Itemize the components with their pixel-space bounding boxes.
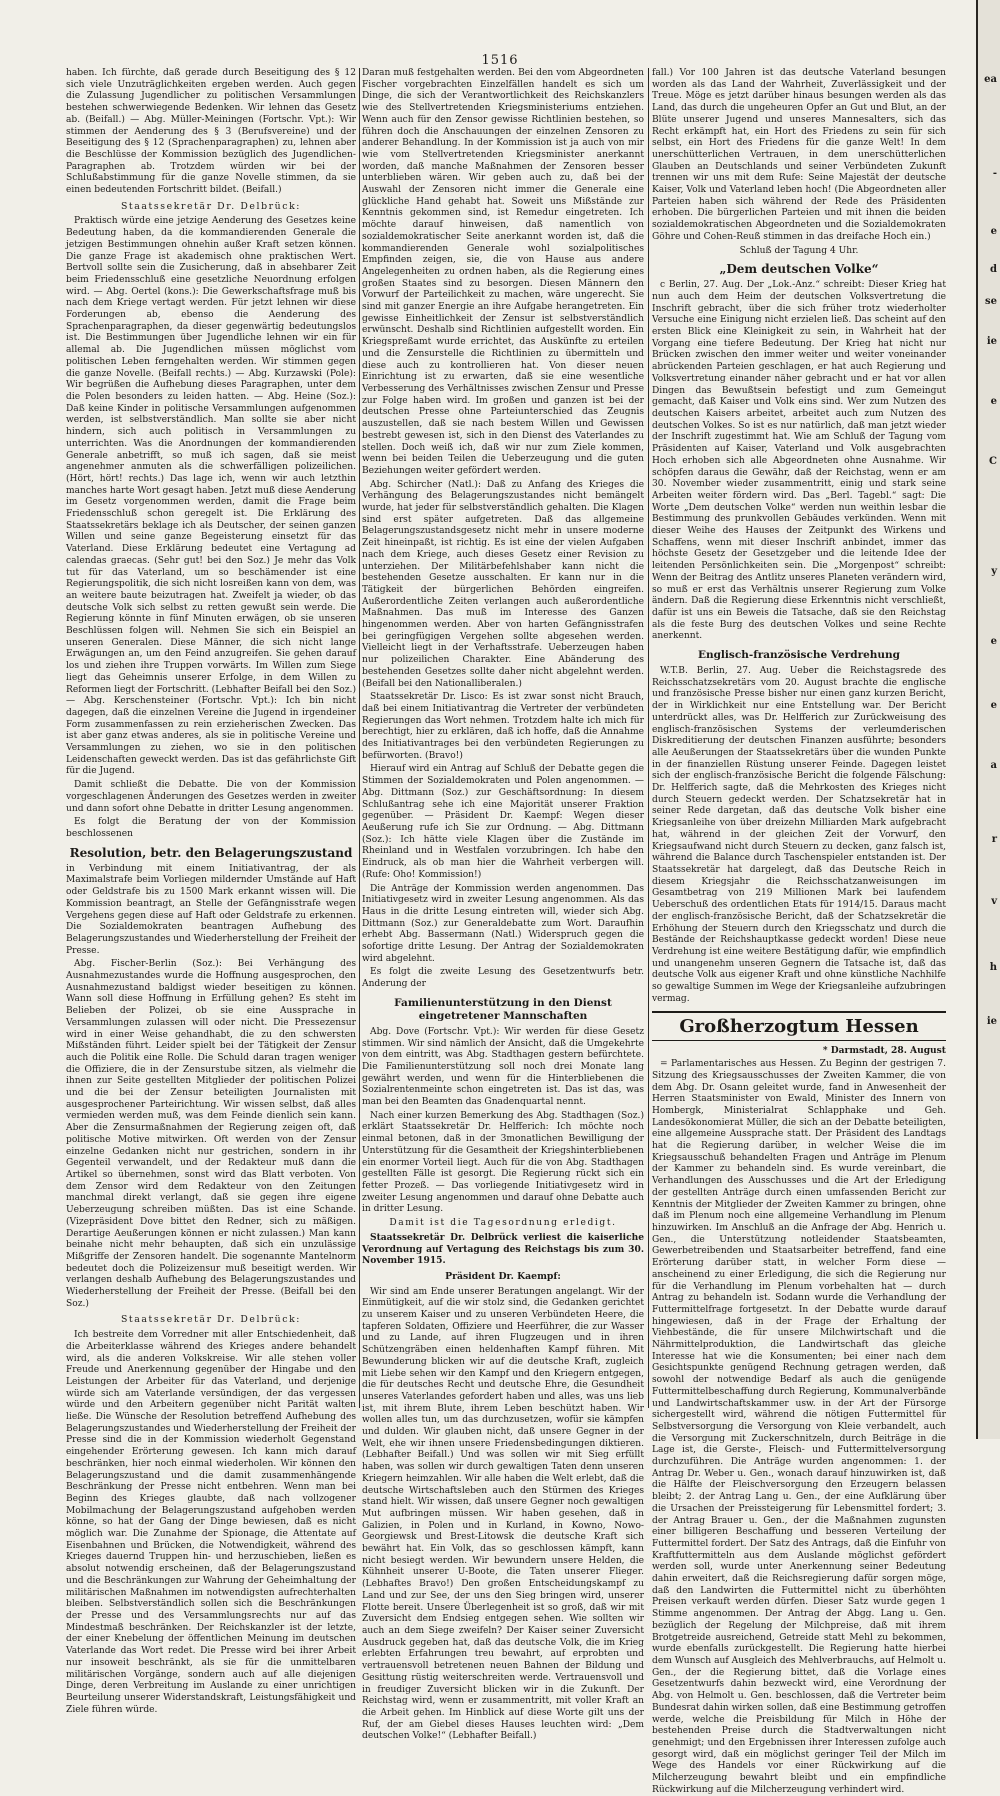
paragraph: W.T.B. Berlin, 27. Aug. Ueber die Reichstagsrede des Reichsschatzsekretärs vom 20. August brachte die englische und französische Presse bisher nur einen ganz kurzen Bericht, der in Wirklichkeit nur eine Entstellung war. Der Bericht unterdrückt alles, was Dr. Helfferich zur Zurückweisung des englisch-französischen Systems der verleumderischen Diskreditierung der deutschen Finanzen ausführte; besonders alle Aeußerungen der Staatssekretärs über die wunden Punkte in der finanziellen Rüstung unserer Feinde. Dagegen leistet sich der englisch-französische Bericht die folgende Fälschung: Dr. Helfferich sagte, daß die Mehrkosten des Krieges nicht durch Steuern gedeckt werden. Der Schatzsekretär hat in seiner Rede dargetan, daß das deutsche Volk bisher eine Kriegsanleihe von über dreizehn Milliarden Mark aufgebracht hat, während in der gleichen Zeit der Vorwurf, den Kriegsaufwand nicht durch Steuern zu decken, ganz falsch ist, während die Balance durch Taschenspieler entstanden ist. Der Staatssekretär hat dargelegt, daß das Deutsche Reich in diesem Kriegsjahr die Reichsschatzanweisungen im Gesamtbetrag von 219 Millionen Mark bei laufendem Ueberschuß des ordentlichen Etats für 1914/15. Daraus macht der englisch-französische Bericht, daß der Schatzsekretär die Erhöhung der Steuern durch den Kriegsschatz und durch die Bestände der Reichshauptkasse gedeckt worden! Diese neue Verdrehung ist eine weitere Bestätigung dafür, wie empfindlich und unangenehm unseren Gegnern die Tatsache ist, daß das deutsche Volk aus eigener Kraft und ohne künstliche Nachhilfe so gewaltige Summen im Wege der Kriegsanleihe aufzubringen vermag. [652,666,946,1004]
paragraph: Daran muß festgehalten werden. Bei den vom Abgeordneten Fischer vorgebrachten Einzelfällen handelt es sich um Dinge, die sich der Verantwortlichkeit des Reichskanzlers wie des Stellvertretenden Kriegsministeriums entziehen. Wenn auch für den Zensor gewisse Richtlinien bestehen, so führen doch die Anschauungen der einzelnen Zensoren zu anderer Behandlung. In der Kommission ist ja auch von mir wie vom Stellvertretenden Kriegsminister anerkannt worden, daß manche Maßnahmen der Zensoren besser unterblieben wären. Wir geben auch zu, daß bei der Auswahl der Zensoren nicht immer die Generale eine glückliche Hand gehabt hat. Soweit uns Mißstände zur Kenntnis gekommen sind, ist Remedur eingetreten. Ich möchte darauf hinweisen, daß namentlich von sozialdemokratischer Seite anerkannt worden ist, daß die kommandierenden Generale wohl sozialpolitisches Empfinden zeigen, sie, die von Hause aus andere Angelegenheiten zu ordnen haben, als die Regierung eines großen Staates sind zu besorgen. Diesen Männern den Vorwurf der Parteilichkeit zu machen, wäre ungerecht. Sie sind mit ganzer Energie an ihre Aufgabe herangetreten. Ein gewisse Einheitlichkeit der Zensur ist selbstverständlich erwünscht. Deshalb sind Richtlinien aufgestellt worden. Ein Kriegspreßamt wurde errichtet, das Auskünfte zu erteilen und die Zensurstelle die Richtlinien zu übermitteln und diese auch zu kontrollieren hat. Von dieser neuen Einrichtung ist zu erwarten, daß sie eine wesentliche Verbesserung des Verhältnisses zwischen Zensur und Presse zur Folge haben wird. Im großen und ganzen ist bei der deutschen Presse ohne Parteiunterschied das Zeugnis auszustellen, daß sie nach bestem Willen und Gewissen bestrebt gewesen ist, sich in den Dienst des Vaterlandes zu stellen. Doch weiß ich, daß wir nur zum Ziele kommen, wenn bei beiden Teilen die Ueberzeugung und die guten Beziehungen weiter gefördert werden. [362,68,644,476]
paragraph: fall.) Vor 100 Jahren ist das deutsche Vaterland besungen worden als das Land der Wahrheit, Zuverlässigkeit und der Treue. Möge es jetzt darüber hinaus besungen werden als das Land, das durch die ungeheuren Opfer an Gut und Blut, an der Blüte unserer Jugend und unseres Mannesalters, sich das Recht erkämpft hat, ein Hort des Friedens zu sein für sich selbst, ein Hort des Friedens für die ganze Welt! In dem unerschütterlichen Vertrauen, in dem unerschütterlichen Glauben an Deutschlands und seiner Verbündeten Zukunft trennen wir uns mit dem Rufe: Seine Majestät der deutsche Kaiser, Volk und Vaterland leben hoch! (Die Abgeordneten aller Parteien haben sich während der Rede des Präsidenten erhoben. Die bürgerlichen Parteien und mit ihnen die beiden sozialdemokratischen Abgeordneten und die Sozialdemokraten Göhre und Cohen-Reuß stimmen in das dreifache Hoch ein.) [652,68,946,242]
section-heading: Englisch-französische Verdrehung [697,649,901,662]
column-left [66,68,356,1715]
paragraph: c Berlin, 27. Aug. Der „Lok.-Anz.“ schreibt: Dieser Krieg hat nun auch dem Heim der deutschen Volksvertretung die Inschrift gebracht, über die sich früher trotz wiederholter Versuche eine Einigung nicht erzielen ließ. Das scheint auf den ersten Blick eine Kleinigkeit zu sein, in Wahrheit hat der Vorgang eine tiefere Bedeutung. Der Krieg hat nicht nur Brücken zwischen den immer weiter und weiter voneinander abrückenden Parteien geschlagen, er hat auch Regierung und Volksvertretung einander näher gebracht und er hat vor allen Dingen das Bewußtsein befestigt und zum Gemeingut gemacht, daß Kaiser und Volk eins sind. Wer zum Nutzen des deutschen Kaisers arbeitet, arbeitet auch zum Nutzen des deutschen Volkes. So ist es nur natürlich, daß man jetzt wieder der Inschrift zugestimmt hat. Wie am Schluß der Tagung vom Präsidenten auf Kaiser, Vaterland und Volk ausgebrachten Hoch erhoben sich alle Abgeordneten ohne Ausnahme. Wir schöpfen daraus die Gewähr, daß der Reichstag, wenn er am 30. November wieder zusammentritt, einig und stark seine Arbeiten weiter fördern wird. Das „Berl. Tagebl.“ sagt: Die Worte „Dem deutschen Volke“ werden nun weithin lesbar die Bestimmung des prunkvollen Gebäudes verkünden. Wenn mit dieser Weihe des Hauses der Zeitpunkt des Wirkens und Schaffens, wenn mit dieser Inschrift anbindet, immer das höchste Gesetz der Gesetzgeber und die leitende Idee der leitenden Persönlichkeiten sein. Die „Morgenpost“ schreibt: Wenn der Beitrag des Antlitz unseres Planeten verändern wird, so muß er erst das Verhältnis unserer Regierung zum Volke ändern. Daß die Regierung diese Erkenntnis nicht verschließt, dafür ist uns ein Beweis die Tatsache, daß sie den Reichstag als die feste Burg des deutschen Volkes und seine Rechte anerkennt. [652,280,946,642]
paragraph: Damit schließt die Debatte. Die von der Kommission vorgeschlagenen Änderungen des Gesetzes werden in zweiter und dann sofort ohne Debatte in dritter Lesung angenommen. [66,780,356,814]
edge-letter: - [992,168,997,179]
paragraph: = Parlamentarisches aus Hessen. Zu Beginn der gestrigen 7. Sitzung des Kriegsausschusses der Zweiten Kammer, die von dem Abg. Dr. Osann geleitet wurde, fand in Anwesenheit der Herren Staatsminister von Ewald, Minister des Innern von Hombergk, Ministerialrat Schlapphake und Geh. Landesökonomierat Müller, die sich an der Debatte beteiligten, eine allgemeine Aussprache statt. Der Präsident des Landtags hat die Regierung darüber, in welcher Weise die im Kriegsausschuß behandelten Fragen und Anträge im Plenum der Kammer zu behandeln sind. Es wurde vereinbart, die Verhandlungen des Ausschusses und die Art der Erledigung der gestellten Anträge durch einen umfassenden Bericht zur Kenntnis der Mitglieder der Zweiten Kammer zu bringen, ohne daß im Plenum noch eine allgemeine Verhandlung im Plenum hinzuwirken. Im Anschluß an die Anfrage der Abg. Henrich u. Gen., die Unterstützung notleidender Staatsbeamten, Gewerbetreibenden und Staatsarbeiter betreffend, fand eine Erörterung darüber statt, in welcher Form diese — anscheinend zu einer Erledigung, die sich die Regierung nur für die Verhandlung im Plenum vorbehalten hat — durch Antrag zu behandeln ist. Sodann wurde die Verhandlung der Futtermittelfrage fortgesetzt. In der Debatte wurde darauf hingewiesen, daß in der Frage der Erhaltung der Viehbestände, die für unsere Milchwirtschaft und die Nährmittelproduktion, die Landwirtschaft das gleiche Interesse hat wie die Konsumenten; bei einer nach dem Gesichtspunkte genügend Rechnung getragen werden, daß sowohl der notwendige Bedarf als auch die genügende Futtermittelbeschaffung durch Regierung, Kommunalverbände und Landwirtschaftskammer usw. in der Art der Fürsorge sichergestellt wird, während die nötigen Futtermittel für Selbstversorgung die Versorgung von Kleie verbandelt, auch die Versorgung mit Zuckerschnitzeln, durch Beiträge in die Lage ist, die Gerste-, Fleisch- und Futtermittelversorgung durchzuführen. Die Anträge wurden angenommen: 1. der Antrag Dr. Weber u. Gen., wonach darauf hinzuwirken ist, daß die Hälfte der Fleischversorgung den Erzeugern belassen bleibt; 2. der Antrag Lang u. Gen., der eine Aufklärung über die Ursachen der Preissteigerung für Lebensmittel fordert; 3. der Antrag Brauer u. Gen., der die Maßnahmen zugunsten einer billigeren Beschaffung und besseren Verteilung der Futtermittel fordert. Der Satz des Antrags, daß die Einfuhr von Kraftfuttermitteln aus dem Auslande möglichst gefördert werden soll, wurde unter Anerkennung seiner Bedeutung dahin erweitert, daß die Reichsregierung dafür sorgen möge, daß den Landwirten die Futtermittel nicht zu überhöhten Preisen verkauft werden dürfen. Dieser Satz wurde gegen 1 Stimme angenommen. Der Antrag der Abgg. Lang u. Gen. bezüglich der Regelung der Milchpreise, daß mit ihrem Brotgetreide ausreichend, Getreide statt Mehl zu bekommen, wurde ebenfalls zurückgestellt. Die Regierung hatte hierbei dem Wunsch auf Ausgleich des Mehlverbrauchs, auf Helmolt u. Gen., der die Regierung bittet, daß die Vorlage eines Gesetzentwurfs dahin bezweckt wird, eine Verordnung der Abg. von Helmolt u. Gen. beschlossen, daß die Vertreter beim Bundesrat dahin wirken sollen, daß eine Bestimmung getroffen werde, welche die Preisbildung für Milch in Höhe der bestehenden Preise durch die Stadtverwaltungen nicht genehmigt; und den Ergebnissen ihrer Interessen zufolge auch gesorgt wird, daß ein möglichst geringer Teil der Milch im Wege des Handels vor einer Rückwirkung auf die Milcherzeugung bewahrt bleibt und ein empfindliche Rückwirkung auf die Milcherzeugung verhindert wird. [652,1059,946,1795]
edge-letter: e [990,700,997,711]
edge-letter: d [990,264,997,275]
edge-letter: se [985,296,997,307]
paragraph: Staatssekretär Dr. Lisco: Es ist zwar sonst nicht Brauch, daß bei einem Initiativantrag die Vertreter der verbündeten Regierungen das Wort nehmen. Trotzdem halte ich mich für berechtigt, hier zu erklären, daß ich hoffe, daß die Annahme des Initiativantrages bei den verbündeten Regierungen zu befürworten. (Bravo!) [362,692,644,761]
edge-letter: a [990,760,997,771]
edge-letter: v [991,896,997,907]
section-heading: Familienunterstützung in den Dienst eingetretener Mannschaften [394,996,612,1022]
paragraph: Schluß der Tagung 4 Uhr. [739,245,859,256]
edge-letter: e [990,636,997,647]
edge-letter: e [990,396,997,407]
section-heading: „Dem deutschen Volke“ [719,262,879,277]
paragraph: haben. Ich fürchte, daß gerade durch Beseitigung des § 12 sich viele Unzuträglichkeiten ergeben werden. Auch gegen die Zulassung Jugendlicher zu politischen Versammlungen bestehen schwerwiegende Bedenken. Wir lehnen das Gesetz ab. (Beifall.) — Abg. Müller-Meiningen (Fortschr. Vpt.): Wir stimmen der Aenderung des § 3 (Berufsvereine) und der Beseitigung des § 12 (Sprachenparagraphen) zu, lehnen aber die Beschlüsse der Kommission bezüglich des Jugendlichen-Paragraphen ab. Trotzdem würden wir bei der Schlußabstimmung für die ganze Novelle stimmen, da sie einen bedeutenden Fortschritt bildet. (Beifall.) [66,68,356,196]
paragraph: Wir sind am Ende unserer Beratungen angelangt. Wir der Einmütigkeit, auf die wir stolz sind, die Gedanken gerichtet zu unserem Kaiser und zu unseren Verbündeten Heere, die tapferen Soldaten, Offiziere und Heerführer, die zur Wasser und zu Lande, auf ihren Flugzeugen und in ihren Schützengräben einen heldenhaften Kampf führen. Mit Bewunderung blicken wir auf die deutsche Kraft, zugleich mit Liebe sehen wir den Kampf und den Kriegern entgegen, die für deutsches Recht und deutsche Ehre, die Gesundheit unseres Vaterlandes gefordert haben und alles, was uns lieb ist, mit ihrem Blute, ihrem Leben beschützt haben. Wir wollen alles tun, um das durchzusetzen, wofür sie kämpfen und dulden. Wir glauben nicht, daß unsere Gegner in der Welt, ehe wir ihnen unsere Friedensbedingungen diktieren. (Lebhafter Beifall.) Und was sollen wir mit Sieg erfüllt haben, was sollen wir durch gewaltigen Taten denn unseren Kriegern heimzahlen. Wir alle haben die Welt erlebt, daß die deutsche Wirtschaftsleben auch den Stürmen des Krieges stand hielt. Wir wissen, daß unsere Gegner noch gewaltigen Mut aufbringen müssen. Wir haben gesehen, daß in Galizien, in Polen und in Kurland, in Kowno, Nowo-Georgiewsk und Brest-Litowsk die deutsche Kraft sich bewährt hat. Ein Volk, das so geschlossen kämpft, kann nicht besiegt werden. Wir bewundern unsere Helden, die Kühnheit unserer U-Boote, die Taten unserer Flieger. (Lebhaftes Bravo!) Den großen Entscheidungskampf zu Land und zur See, der uns den Sieg bringen wird, unserer Flotte bereit. Unsere Überlegenheit ist so groß, daß wir mit Zuversicht dem Endsieg entgegen sehen. Wie sollten wir auch an dem Siege zweifeln? Der Kaiser seiner Zuversicht Ausdruck gegeben hat, daß das deutsche Volk, die im Krieg erlebten Erfahrungen treu bewahrt, auf erprobten und vertrauensvoll betretenen neuen Bahnen der Bildung und Gesittung rüstig weiterschreiten werde. Vertrauensvoll und in freudiger Zuversicht blicken wir in die Zukunft. Der Reichstag wird, wenn er zusammentritt, mit voller Kraft an die Arbeit gehen. Im Hinblick auf diese Worte gilt uns der Ruf, der am Giebel dieses Hauses leuchten wird: „Dem deutschen Volke!“ (Lebhafter Beifall.) [362,1286,644,1742]
edge-letter: h [989,962,997,973]
speaker-heading: Staatssekretär Dr. Delbrück: [120,1314,302,1326]
edge-letter: r [991,834,997,845]
paragraph: Praktisch würde eine jetzige Aenderung des Gesetzes keine Bedeutung haben, da die kommandierenden Generale die jetzigen Bestimmungen ohnehin außer Kraft setzen können. Die ganze Frage ist akademisch ohne praktischen Wert. Bertvoll sollte sein die Zusicherung, daß in absehbarer Zeit beim Friedensschluß eine gesetzliche Neuordnung erfolgen wird. — Abg. Oertel (kons.): Die Gewerkschaftsfrage muß bis nach dem Kriege vertagt werden. Für jetzt lehnen wir diese Forderungen ab, ebenso die Aenderung des Sprachenparagraphen, da dieser gegenwärtig bedeutungslos ist. Die Bestimmungen über Jugendliche lehnen wir ein für allemal ab. Die Jugendlichen müssen möglichst vom politischen Leben ferngehalten werden. Wir stimmen gegen die ganze Novelle. (Beifall rechts.) — Abg. Kurzawski (Pole): Wir begrüßen die Aufhebung dieses Paragraphen, unter dem die Polen besonders zu leiden hatten. — Abg. Heine (Soz.): Daß keine Kinder in politische Versammlungen aufgenommen werden, ist selbstverständlich. Man sollte sie aber nicht hindern, sich auch politisch in Versammlungen zu unterrichten. Was die Anordnungen der kommandierenden Generale anbetrifft, so muß ich sagen, daß sie meist angenehmer anmuten als die schwerfälligen polizeilichen. (Hört, hört! rechts.) Das lage ich, wenn wir auch letzthin manches harte Wort gesagt haben. Jetzt muß diese Aenderung im Gesetz vorgenommen werden, damit die Frage beim Friedensschluß schon geregelt ist. Die Erklärung des Staatssekretärs beklage ich als Deutscher, der seinen ganzen Willen und seine ganze Begeisterung einsetzt für das Vaterland. Diese Erklärung bedeutet eine Vertagung ad calendas graecas. (Sehr gut! bei den Soz.) Je mehr das Volk tut für das Vaterland, um so beschämender ist eine Regierungspolitik, die sich nicht losreißen kann von dem, was an weitere baute beizutragen hat. Zweifelt ja wieder, ob das deutsche Volk sich selbst zu retten gewußt sein werde. Die Regierung könnte in fünf Minuten erwägen, ob sie unseren Beschlüssen folgen will. Nehmen Sie sich ein Beispiel an unseren Generalen. Diese Männer, die sich nicht lange Erwägungen an, um den Feind anzugreifen. Sie gehen darauf los und ziehen ihre Truppen vorwärts. Im Willen zum Siege liegt das Geheimnis unserer Erfolge, in dem Willen zu Reformen liegt der Fortschritt. (Lebhafter Beifall bei den Soz.) — Abg. Kerschensteiner (Fortschr. Vpt.): Ich bin nicht dagegen, daß die einzelnen Vereine die Jugend in irgendeiner Form zusammenfassen zu rein erzieherischen Zwecken. Das ist aber ganz etwas anderes, als sie in politische Vereine und Versammlungen zu ziehen, wo sie in den politischen Leidenschaften geweckt werden. Das ist das gefährlichste Gift für die Jugend. [66,216,356,777]
paragraph: Abg. Schircher (Natl.): Daß zu Anfang des Krieges die Verhängung des Belagerungszustandes nicht bemängelt wurde, hat jeder für selbstverständlich gehalten. Die Klagen sind erst später aufgetreten. Daß das allgemeine Belagerungszustandsgesetz nicht mehr in unsere moderne Zeit hineinpaßt, ist richtig. Es ist eine der vielen Aufgaben nach dem Kriege, auch dieses Gesetz einer Revision zu unterziehen. Der Militärbefehlshaber kann nicht die bestehenden Gesetze ausschalten. Er kann nur in die Tätigkeit der bürgerlichen Behörden eingreifen. Außerordentliche Zeiten verlangen auch außerordentliche Maßnahmen. Das muß im Interesse des Ganzen hingenommen werden. Aber von harten Gefängnisstrafen bei geringfügigen Vergehen sollte abgesehen werden. Vielleicht liegt in der Verhaftsstrafe. Ueberzeugen haben nur polizeilichen Charakter. Eine Abänderung des bestehenden Gesetzes sollte daher nicht abgelehnt werden. (Beifall bei den Nationalliberalen.) [362,479,644,689]
dateline: * Darmstadt, 28. August [822,1045,946,1057]
speaker-heading: Staatssekretär Dr. Delbrück: [120,200,302,212]
edge-letter: ie [986,336,997,347]
paragraph: Ich bestreite dem Vorredner mit aller Entschiedenheit, daß die Arbeiterklasse während des Krieges andere behandelt wird, als die anderen Volkskreise. Wir alle stehen voller Freude und Anerkennung gegenüber der Hingabe und den Leistungen der Arbeiter für das Vaterland, und derjenige würde sich am Vaterlande versündigen, der das vergessen würde und den Arbeitern gegenüber nicht Parität walten ließe. Die Wünsche der Resolution betreffend Aufhebung des Belagerungszustandes und Wiederherstellung der Freiheit der Presse sind die in der Kommission wiederholt Gegenstand eingehender Erörterung gewesen. Ich kann mich darauf beschränken, hier noch einmal wiederholen. Wir können den Belagerungszustand und die damit zusammenhängende Beschränkung der Presse nicht entbehren. Wenn man bei Beginn des Krieges glaubte, daß nach vollzogener Mobilmachung der Belagerungszustand aufgehoben werden könne, so hat der Gang der Dinge bewiesen, daß es nicht möglich war. Die Zunahme der Spionage, die Attentate auf Eisenbahnen und Brücken, die Notwendigkeit, während des Krieges dauernd Truppen hin- und herzuschieben, ließen es absolut notwendig erscheinen, daß der Belagerungszustand und die Beschränkungen zur Wahrung der Geheimhaltung der militärischen Maßnahmen im notwendigsten aufrechterhalten bleiben. Selbstverständlich sollen sich die Beschränkungen der Presse und des Versammlungsrechts nur auf das Mindestmaß beschränken. Der Reichskanzler ist der letzte, der einer Knebelung der öffentlichen Meinung im deutschen Vaterlande das Wort redet. Die Presse wird bei ihrer Arbeit nur insoweit beschränkt, als sie für die unmittelbaren militärischen Vorgänge, sondern auch auf alle diejenigen Dinge, deren Verbreitung im Auslande zu einer unrichtigen Beurteilung unserer Widerstandskraft, Leistungsfähigkeit und Ziele führen würde. [66,1330,356,1715]
edge-letter: e [990,226,997,237]
paragraph: Abg. Fischer-Berlin (Soz.): Bei Verhängung des Ausnahmezustandes wurde die Hoffnung ausgesprochen, den Ausnahmezustand baldigst wieder beseitigen zu können. Wann soll diese Hoffnung in Erfüllung gehen? Es steht im Belieben der Polizei, ob sie eine Aussprache in Versammlungen zulassen will oder nicht. Die Pressezensur wird in einer Weise gehandhabt, die zu den schwersten Mißständen führt. Leider spielt bei der Tätigkeit der Zensur auch die Politik eine Rolle. Die Schuld daran tragen weniger die Offiziere, die in der Zensurstube sitzen, als vielmehr die ihnen zur Seite gestellten Mitglieder der politischen Polizei und die bei der Zensur beteiligten Journalisten mit ausgesprochener Parteirichtung. Wir wissen selbst, daß alles vermieden werden muß, was dem Feinde dienlich sein kann. Aber die Zensurmaßnahmen der Regierung zeigen oft, daß politische Motive mitwirken. Oft werden von der Zensur einzelne Gedanken nicht nur gestrichen, sondern in ihr Gegenteil verwandelt, und der Redakteur muß dann die Artikel so übernehmen, sonst wird das Blatt verboten. Von dem Zensor wird dem Redakteur von den Zeitungen manchmal direkt verlangt, daß sie gegen ihre eigene Ueberzeugung schreiben müßten. Das ist eine Schande. (Vizepräsident Dove bittet den Redner, sich zu mäßigen. Derartige Aeußerungen können er nicht zulassen.) Man kann beinahe nicht mehr behaupten, daß sich ein unzulässige Mißgriffe der Zensoren handelt. Die sogenannte Mantelnorm bedeutet doch die Polizeizensur muß beseitigt werden. Wir verlangen deshalb Aufhebung des Belagerungszustandes und Wiederherstellung der Freiheit der Presse. (Beifall bei den Soz.) [66,959,356,1309]
column-right [652,68,946,1795]
paragraph: Damit ist die Tagesordnung erledigt. [389,1218,617,1229]
edge-letter: ea [984,74,997,85]
paragraph: Staatssekretär Dr. Delbrück verliest die kaiserliche Verordnung auf Vertagung des Reichstags bis zum 30. November 1915. [362,1231,644,1267]
paragraph: Es folgt die zweite Lesung des Gesetzentwurfs betr. Anderung der [362,967,644,990]
column-middle [362,68,644,1742]
paragraph: Es folgt die Beratung der von der Kommission beschlossenen [66,817,356,839]
paragraph: Nach einer kurzen Bemerkung des Abg. Stadthagen (Soz.) erklärt Staatssekretär Dr. Helfferich: Ich möchte noch einmal betonen, daß in der 3monatlichen Bewilligung der Unterstützung für die Gesamtheit der Kriegshinterbliebenen ein enormer Vorteil liegt. Auch für die von Abg. Stadthagen gestellten Fälle ist gesorgt. Die Regierung rückt sich ein fetter Prozeß. — Das vorliegende Initiativgesetz wird in zweiter Lesung angenommen und darauf ohne Debatte auch in dritter Lesung. [362,1110,644,1215]
paragraph: Abg. Dove (Fortschr. Vpt.): Wir werden für diese Gesetz stimmen. Wir sind nämlich der Ansicht, daß die Umgekehrte von dem eintritt, was Abg. Stadthagen gestern befürchtete. Die Familienunterstützung soll noch drei Monate lang gewährt werden, und wenn für die Hinterbliebenen die Sozialrentenmeinte schon eingetreten ist. Das ist das, was man bei den Beamten das Gnadenquartal nennt. [362,1026,644,1108]
adjacent-page-edge [976,0,1000,1439]
column-rule [359,68,360,1408]
column-rule [648,68,649,1408]
section-heading: Resolution, betr. den Belagerungszustand [69,845,353,860]
edge-letter: y [991,566,997,577]
regional-section-heading: Großherzogtum Hessen [652,1011,946,1041]
edge-letter: ie [986,1016,997,1027]
paragraph: Hierauf wird ein Antrag auf Schluß der Debatte gegen die Stimmen der Sozialdemokraten und Polen angenommen. — Abg. Dittmann (Soz.) zur Geschäftsordnung: In diesem Schlußantrag sehe ich eine Majorität unserer Fraktion gegenüber. — Präsident Dr. Kaempf: Wegen dieser Aeußerung rufe ich Sie zur Ordnung. — Abg. Dittmann (Soz.): Ich hätte viele Klagen über die Zustände im Rheinland und in Westfalen vorzubringen. Ich habe den Eindruck, als ob man hier die Wahrheit verbergen will. (Rufe: Oho! Kommission!) [362,764,644,880]
paragraph: in Verbindung mit einem Initiativantrag, der als Maximalstrafe beim Vorliegen mildernder Umstände auf Haft oder Geldstrafe bis zu 1500 Mark erkannt wissen will. Die Kommission beantragt, an Stelle der Gefängnisstrafe wegen Vergehens gegen diese auf Haft oder Geldstrafe zu erkennen. Die Sozialdemokraten beantragen Aufhebung des Belagerungszustandes und Wiederherstellung der Freiheit der Presse. [66,863,356,956]
edge-letter: C [989,456,997,467]
speaker-heading: Präsident Dr. Kaempf: [445,1270,561,1282]
page-number: 1516 [481,53,519,68]
paragraph: Die Anträge der Kommission werden angenommen. Das Initiativgesetz wird in zweiter Lesung angenommen. Als das Haus in die dritte Lesung eintreten will, wieder sich Abg. Dittmann (Soz.) zur Generaldebatte zum Wort. Daraufhin erhebt Abg. Bassermann (Natl.) Widerspruch gegen die sofortige dritte Lesung. Der Antrag der Sozialdemokraten wird abgelehnt. [362,883,644,964]
